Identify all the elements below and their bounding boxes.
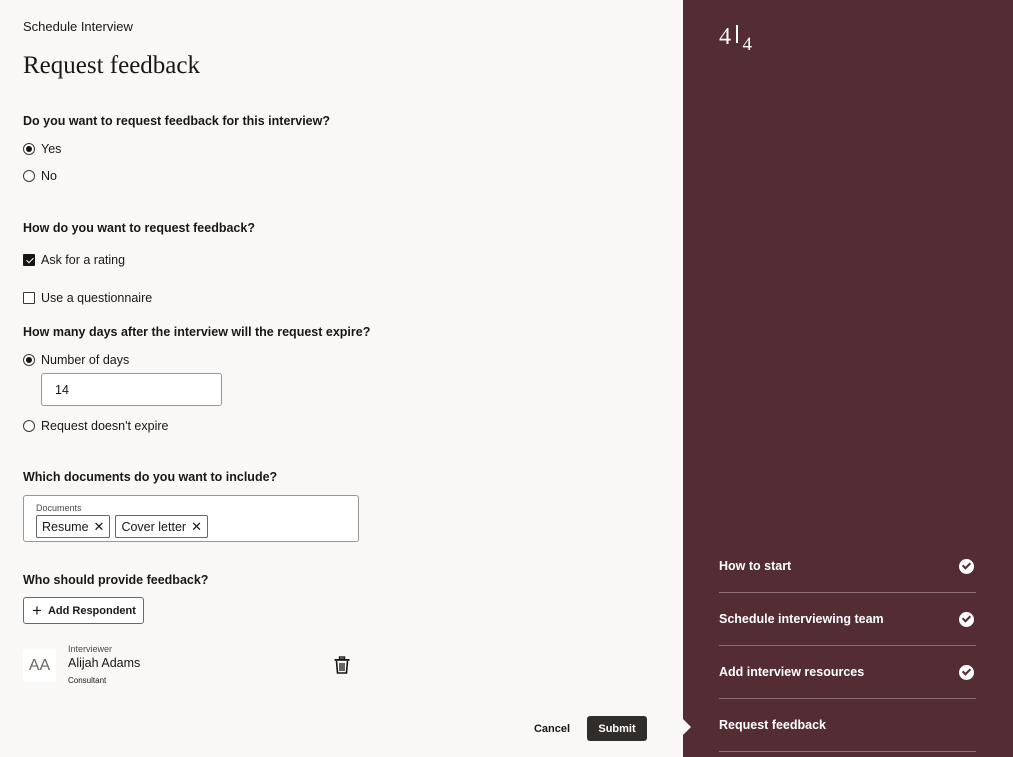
- respondent-role: Interviewer: [68, 644, 113, 654]
- respondents-question: Who should provide feedback?: [23, 573, 209, 587]
- add-respondent-button[interactable]: [23, 597, 144, 624]
- step-add-interview-resources[interactable]: [719, 646, 976, 699]
- page-kicker: Schedule Interview: [23, 19, 133, 34]
- step-label: How to start: [719, 559, 792, 573]
- checkbox-questionnaire[interactable]: [23, 292, 35, 304]
- radio-no-expire[interactable]: [23, 420, 35, 432]
- checkbox-rating[interactable]: [23, 254, 35, 266]
- step-total: 4: [742, 34, 752, 55]
- trash-icon[interactable]: [333, 656, 351, 674]
- expiry-question: How many days after the interview will the request expire?: [23, 325, 371, 339]
- step-nav-list: [719, 540, 976, 752]
- check-circle-icon: [959, 559, 974, 574]
- radio-no-label: No: [41, 169, 57, 183]
- chip-remove-icon[interactable]: ✕: [93, 518, 105, 534]
- check-circle-icon: [959, 665, 974, 680]
- feedback-method-question: How do you want to request feedback?: [23, 221, 255, 235]
- respondent-job-title: Consultant: [68, 676, 107, 685]
- days-input[interactable]: [41, 373, 222, 406]
- radio-option-no[interactable]: [23, 169, 57, 183]
- check-circle-icon: [959, 612, 974, 627]
- step-counter: [719, 24, 752, 55]
- documents-question: Which documents do you want to include?: [23, 470, 278, 484]
- documents-field-label: Documents: [36, 503, 82, 513]
- add-respondent-label: Add Respondent: [47, 604, 136, 617]
- step-divider: [736, 25, 738, 43]
- checkbox-rating-label: Ask for a rating: [41, 253, 126, 267]
- avatar: AA: [23, 649, 56, 682]
- radio-yes-label: Yes: [41, 142, 62, 156]
- step-label: Schedule interviewing team: [719, 612, 884, 626]
- checkbox-option-questionnaire[interactable]: [23, 291, 152, 305]
- step-label: Request feedback: [719, 718, 826, 732]
- plus-icon: +: [32, 601, 42, 620]
- radio-number-of-days-label: Number of days: [41, 353, 130, 367]
- radio-number-of-days[interactable]: [23, 354, 35, 366]
- step-label: Add interview resources: [719, 665, 865, 679]
- chip-resume-label: Resume: [42, 519, 89, 534]
- chip-cover-letter-label: Cover letter: [121, 519, 187, 534]
- chip-remove-icon[interactable]: ✕: [191, 518, 202, 534]
- radio-no[interactable]: [23, 170, 35, 182]
- cancel-button[interactable]: Cancel: [533, 722, 571, 735]
- step-sidebar: [683, 0, 1013, 757]
- radio-option-number-of-days[interactable]: [23, 353, 129, 367]
- step-how-to-start[interactable]: [719, 540, 976, 593]
- step-current: 4: [719, 24, 731, 50]
- submit-button[interactable]: Submit: [587, 716, 647, 741]
- radio-no-expire-label: Request doesn't expire: [41, 419, 169, 433]
- page-title: Request feedback: [23, 52, 201, 79]
- radio-yes[interactable]: [23, 143, 35, 155]
- chip-resume: [36, 515, 110, 538]
- radio-option-yes[interactable]: [23, 142, 61, 156]
- request-feedback-question: Do you want to request feedback for this interview?: [23, 114, 330, 128]
- step-request-feedback[interactable]: [719, 699, 976, 752]
- chip-cover-letter: [115, 515, 208, 538]
- checkbox-questionnaire-label: Use a questionnaire: [41, 291, 153, 305]
- checkbox-option-rating[interactable]: [23, 253, 125, 267]
- step-schedule-interviewing-team[interactable]: [719, 593, 976, 646]
- current-step-pointer: [683, 719, 691, 735]
- documents-field[interactable]: [23, 495, 359, 542]
- radio-option-no-expire[interactable]: [23, 419, 168, 433]
- respondent-name: Alijah Adams: [68, 656, 141, 670]
- documents-chip-list: [36, 515, 208, 538]
